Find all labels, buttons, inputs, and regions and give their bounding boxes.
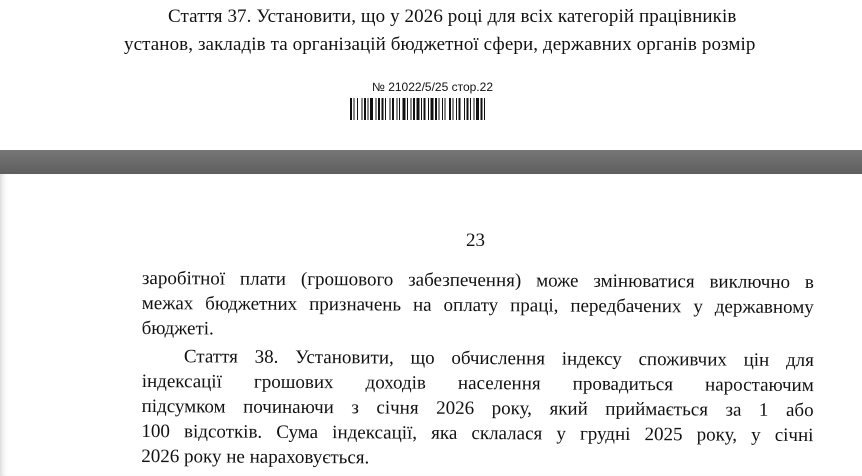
- text-line: індексації грошових доходів населення провадиться наростаючим: [141, 370, 814, 397]
- barcode-bar: [439, 98, 440, 120]
- barcode-bar: [357, 98, 358, 120]
- barcode-bar: [407, 98, 408, 120]
- text-line: підсумком починаючи з січня 2026 року, який приймається за 1 або: [141, 395, 814, 422]
- article-38-paragraph: [141, 344, 814, 473]
- barcode-bar: [481, 98, 483, 120]
- barcode-bar: [476, 98, 479, 120]
- barcode-bar: [397, 98, 398, 120]
- text-line: бюджеті.: [141, 317, 214, 340]
- text-line: 100 відсотків. Сума індексації, яка склалася у грудні 2025 року, у січні: [141, 420, 814, 447]
- barcode-bar: [364, 98, 366, 120]
- barcode-bar: [368, 98, 369, 120]
- barcode-bar: [417, 98, 420, 120]
- barcode-bar: [354, 98, 355, 120]
- page-23: [0, 174, 862, 476]
- text-line: заробітної плати (грошового забезпечення) може змінюватися виключно в: [141, 267, 814, 294]
- barcode-bar: [350, 98, 352, 120]
- barcode-bar: [467, 98, 469, 120]
- barcode-bar: [413, 98, 415, 120]
- paragraph: [142, 266, 814, 345]
- barcode-bar: [424, 98, 426, 120]
- barcode-bar: [362, 98, 363, 120]
- barcode-bar: [399, 98, 400, 120]
- barcode-bar: [474, 98, 475, 120]
- barcode: [350, 98, 524, 120]
- barcode-bar: [449, 98, 451, 120]
- text-line: Стаття 37. Установити, що у 2026 році для всіх категорій працівників: [168, 6, 737, 27]
- barcode-bar: [378, 98, 380, 120]
- barcode-bar: [411, 98, 412, 120]
- text-line: межах бюджетних призначень на оплату праці, передбачених у державному: [141, 292, 814, 319]
- barcode-bar: [484, 98, 485, 120]
- barcode-bar: [442, 98, 443, 120]
- barcode-bar: [390, 98, 391, 120]
- barcode-bar: [456, 98, 457, 120]
- text-line: установ, закладів та організацій бюджетної сфери, державних органів розмір: [124, 34, 756, 55]
- barcode-bar: [376, 98, 377, 120]
- barcode-bar: [464, 98, 465, 120]
- text-line: 2026 року не нараховується.: [141, 445, 370, 469]
- barcode-bar: [445, 98, 446, 120]
- page-separator: [0, 150, 862, 174]
- barcode-bar: [392, 98, 394, 120]
- page-22: [0, 0, 862, 150]
- barcode-bar: [431, 98, 434, 120]
- barcode-bar: [370, 98, 373, 120]
- barcode-bar: [421, 98, 422, 120]
- barcode-bar: [453, 98, 454, 120]
- page-number: 23: [466, 230, 485, 251]
- barcode-bar: [382, 98, 384, 120]
- barcode-bar: [435, 98, 437, 120]
- barcode-bar: [385, 98, 386, 120]
- barcode-bar: [470, 98, 471, 120]
- document-number: № 21022/5/25 стор.22: [372, 80, 493, 94]
- text-line: Стаття 38. Установити, що обчислення індексу споживчих цін для: [183, 346, 814, 372]
- barcode-bar: [403, 98, 406, 120]
- barcode-bar: [428, 98, 429, 120]
- barcode-bar: [459, 98, 461, 120]
